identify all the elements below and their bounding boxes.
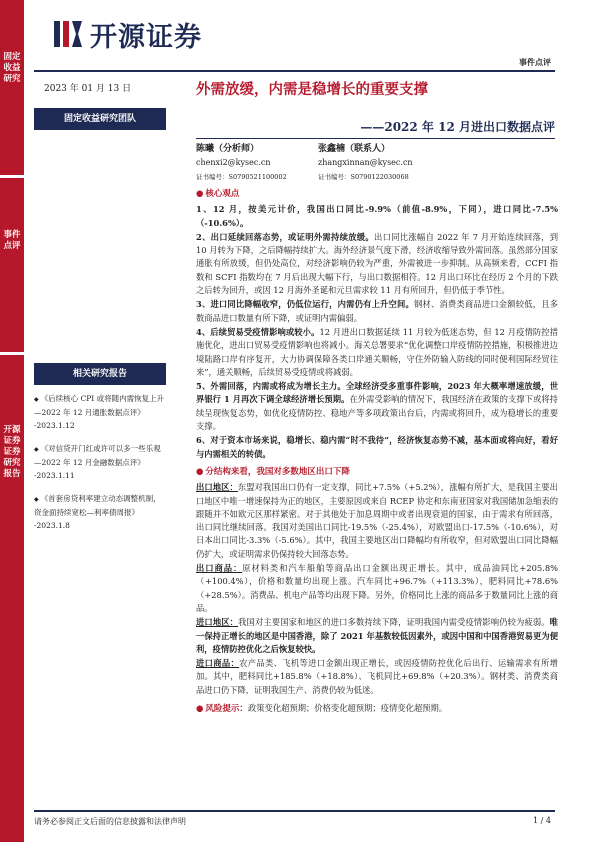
diamond-bullet-icon: ◆ (34, 396, 39, 403)
core-point-5: 5、外需回落，内需或将成为增长主力。全球经济受多重事件影响，2023 年大概率增速放缓，世界银行 1 月再次下调全球经济增长预期。在外需受影响的情况下，我国经济在政策的支撑下或将持续呈现恢复态势，如优化疫情防控、稳地产等多项政策出台后，内需或将回升，成为稳增长的重要支撑。 (196, 381, 558, 432)
list-item[interactable] (34, 492, 168, 532)
related-title: 《对信贷开门红或许可以多一些乐观 —2022 年 12 月金融数据点评》 (34, 444, 161, 467)
risk-note: ● 风险提示：政策变化超预期；价格变化超预期；疫情变化超预期。 (196, 702, 448, 714)
page-number: 1 / 4 (533, 816, 551, 825)
export-region-para: 出口地区：东盟对我国出口仍有一定支撑，同比+7.5%（+5.2%），涨幅有所扩大，是我国主要出口地区中唯一增速保持为正的地区，主要原因或来自 RCEP 协定和东南亚国家对我国储加急缩表的跟随并不如欧元区那样紧密。对于其他处于加息周期中或者出现衰退的国家，由于需求有所回落，出口同比继续回落。我国对美国出口同比-19.5%（-25.4%），对欧盟出口-17.5%（-10.6%），对日本出口同比-3.3%（-5.6%）。其中，我国主要地区出口降幅均有所收窄，但对欧盟出口同比降幅仍扩大，或证明需求仍保持较大回落态势。 (196, 482, 558, 559)
related-title: 《后续核心 CPI 或将随内需恢复上升 —2022 年 12 月通胀数据点评》 (34, 394, 165, 417)
sidebar-label-event: 事件点评 (3, 230, 21, 251)
analyst-email[interactable]: zhangxinnan@kysec.cn (318, 158, 413, 167)
diamond-bullet-icon: ◆ (34, 446, 39, 453)
analyst-name: 张鑫楠（联系人） (318, 144, 391, 154)
core-point-3: 3、进口同比降幅收窄，仍低位运行，内需仍有上升空间。钢材、消费类商品进口金额较低，且多数商品进口数量有所下降，或证明内需偏弱。 (196, 299, 558, 323)
report-date: 2023 年 01 月 13 日 (44, 84, 132, 94)
footer-disclaimer: 请务必参阅正文后面的信息披露和法律声明 (34, 817, 186, 826)
brand-logo (52, 16, 202, 52)
title-rule (196, 138, 555, 139)
brand-name: 开源证券 (90, 21, 202, 53)
team-badge: 固定收益研究团队 (34, 108, 166, 130)
sidebar (0, 0, 24, 842)
core-point-4: 4、后续贸易受疫情影响或较小。12 月进出口数据延续 11 月较为低迷态势，但 12 月疫情防控措施优化，进出口贸易受疫情影响也将减小。海关总署要求“优化调整口岸疫情防控措施，积极推进边境陆路口岸有序复开，大力协调保障各类口岸通关顺畅，守住外防输入防线的同时便利国际经贸往来”，通关顺畅，后续贸易受疫情或将减弱。 (196, 326, 558, 377)
logo-mark-icon (52, 17, 86, 51)
sidebar-divider (0, 352, 24, 355)
analyst-card (196, 142, 287, 184)
footer-rule (34, 810, 555, 812)
page-title: 外需放缓，内需是稳增长的重要支撑 (196, 81, 428, 98)
core-point-1: 1、12 月，按美元计价，我国出口同比-9.9%（前值-8.9%，下同），进口同比-7.5%（-10.6%）。 (196, 204, 558, 228)
main-content (196, 188, 558, 717)
breakdown-heading: ● 分结构来看，我国对多数地区出口下降 (196, 466, 350, 477)
page-subtitle: ——2022 年 12 月进出口数据点评 (360, 120, 555, 134)
import-region-para: 进口地区：我国对主要国家和地区的进口多数持续下降，证明我国内需受疫情影响仍较为疲弱。唯一保持正增长的地区是中国香港，除了 2021 年基数较低因素外，或因中国和中国香港贸易更为便利，疫情防控优化之后恢复较快。 (196, 617, 558, 654)
diamond-bullet-icon: ◆ (34, 496, 39, 503)
export-goods-para: 出口商品：原材料类和汽车船舶等商品出口金额出现正增长。其中，成品油同比+205.8%（+100.4%），价格和数量均出现上涨。汽车同比+96.7%（+113.3%），肥料同比+78.6%（+28.5%）。消费品、机电产品等均出现下降。另外，价格同比上涨的商品多于数量同比上涨的商品。 (196, 563, 558, 613)
sidebar-label-brand: 开源证券 证券研究报告 (3, 425, 21, 479)
related-reports-heading: 相关研究报告 (34, 363, 166, 385)
analyst-name: 陈曦（分析师） (196, 144, 260, 154)
core-point-2: 2、出口延续回落态势，或证明外需持续放缓。出口同比涨幅自 2022 年 7 月开始连续回落，到 10 月转为下降，之后降幅持续扩大。海外经济景气度下滑，经济收缩导致外需回落。虽然部分国家通胀有所放缓，但仍处高位，对经济影响仍较为严重，外需被进一步抑制。从高频来看，CCFI 指数和 SCFI 指数均在 7 月后出现大幅下行，与出口数据相符。12 月出口环比在经历 2 个月的下跌之后转为回升，或因 12 月海外圣诞和元旦需求较 11 月有所回升，但仍低于季节性。 (196, 231, 558, 296)
analyst-cert: 证书编号：S0790521100002 (196, 173, 287, 181)
related-reports-list (34, 392, 168, 542)
analyst-card (318, 142, 413, 184)
related-title: 《首套房贷利率建立动态调整机制，资金面持续宽松—利率债周报》 (34, 494, 161, 517)
bullet-icon: ● (196, 189, 204, 199)
related-date: -2023.1.8 (34, 521, 70, 530)
header-rule (34, 70, 555, 72)
list-item[interactable] (34, 442, 168, 482)
core-point-6: 6、对于资本市场来说，稳增长、稳内需“时不我待”，经济恢复态势不减，基本面或将向好，看好与内需相关的转债。 (196, 435, 558, 459)
bullet-icon: ● (196, 466, 204, 477)
related-date: -2023.1.12 (34, 421, 75, 430)
analyst-cert: 证书编号：S0790122030068 (318, 173, 409, 181)
sidebar-divider (0, 175, 24, 178)
analyst-email[interactable]: chenxi2@kysec.cn (196, 158, 271, 167)
sidebar-label-research: 固定收益研究 (3, 52, 21, 84)
related-date: -2023.1.11 (34, 471, 75, 480)
bullet-icon: ● (196, 703, 204, 714)
doc-type-label: 事件点评 (519, 58, 551, 67)
list-item[interactable] (34, 392, 168, 432)
import-goods-para: 进口商品：农产品类、飞机等进口金额出现正增长，或因疫情防控优化后出行、运输需求有所增加。其中，肥料同比+185.8%（+18.8%）、飞机同比+69.8%（+20.3%）。钢材类、消费类商品进口仍下降，证明我国生产、消费仍较为低迷。 (196, 658, 558, 695)
core-heading: ● 核心观点 (196, 189, 240, 199)
